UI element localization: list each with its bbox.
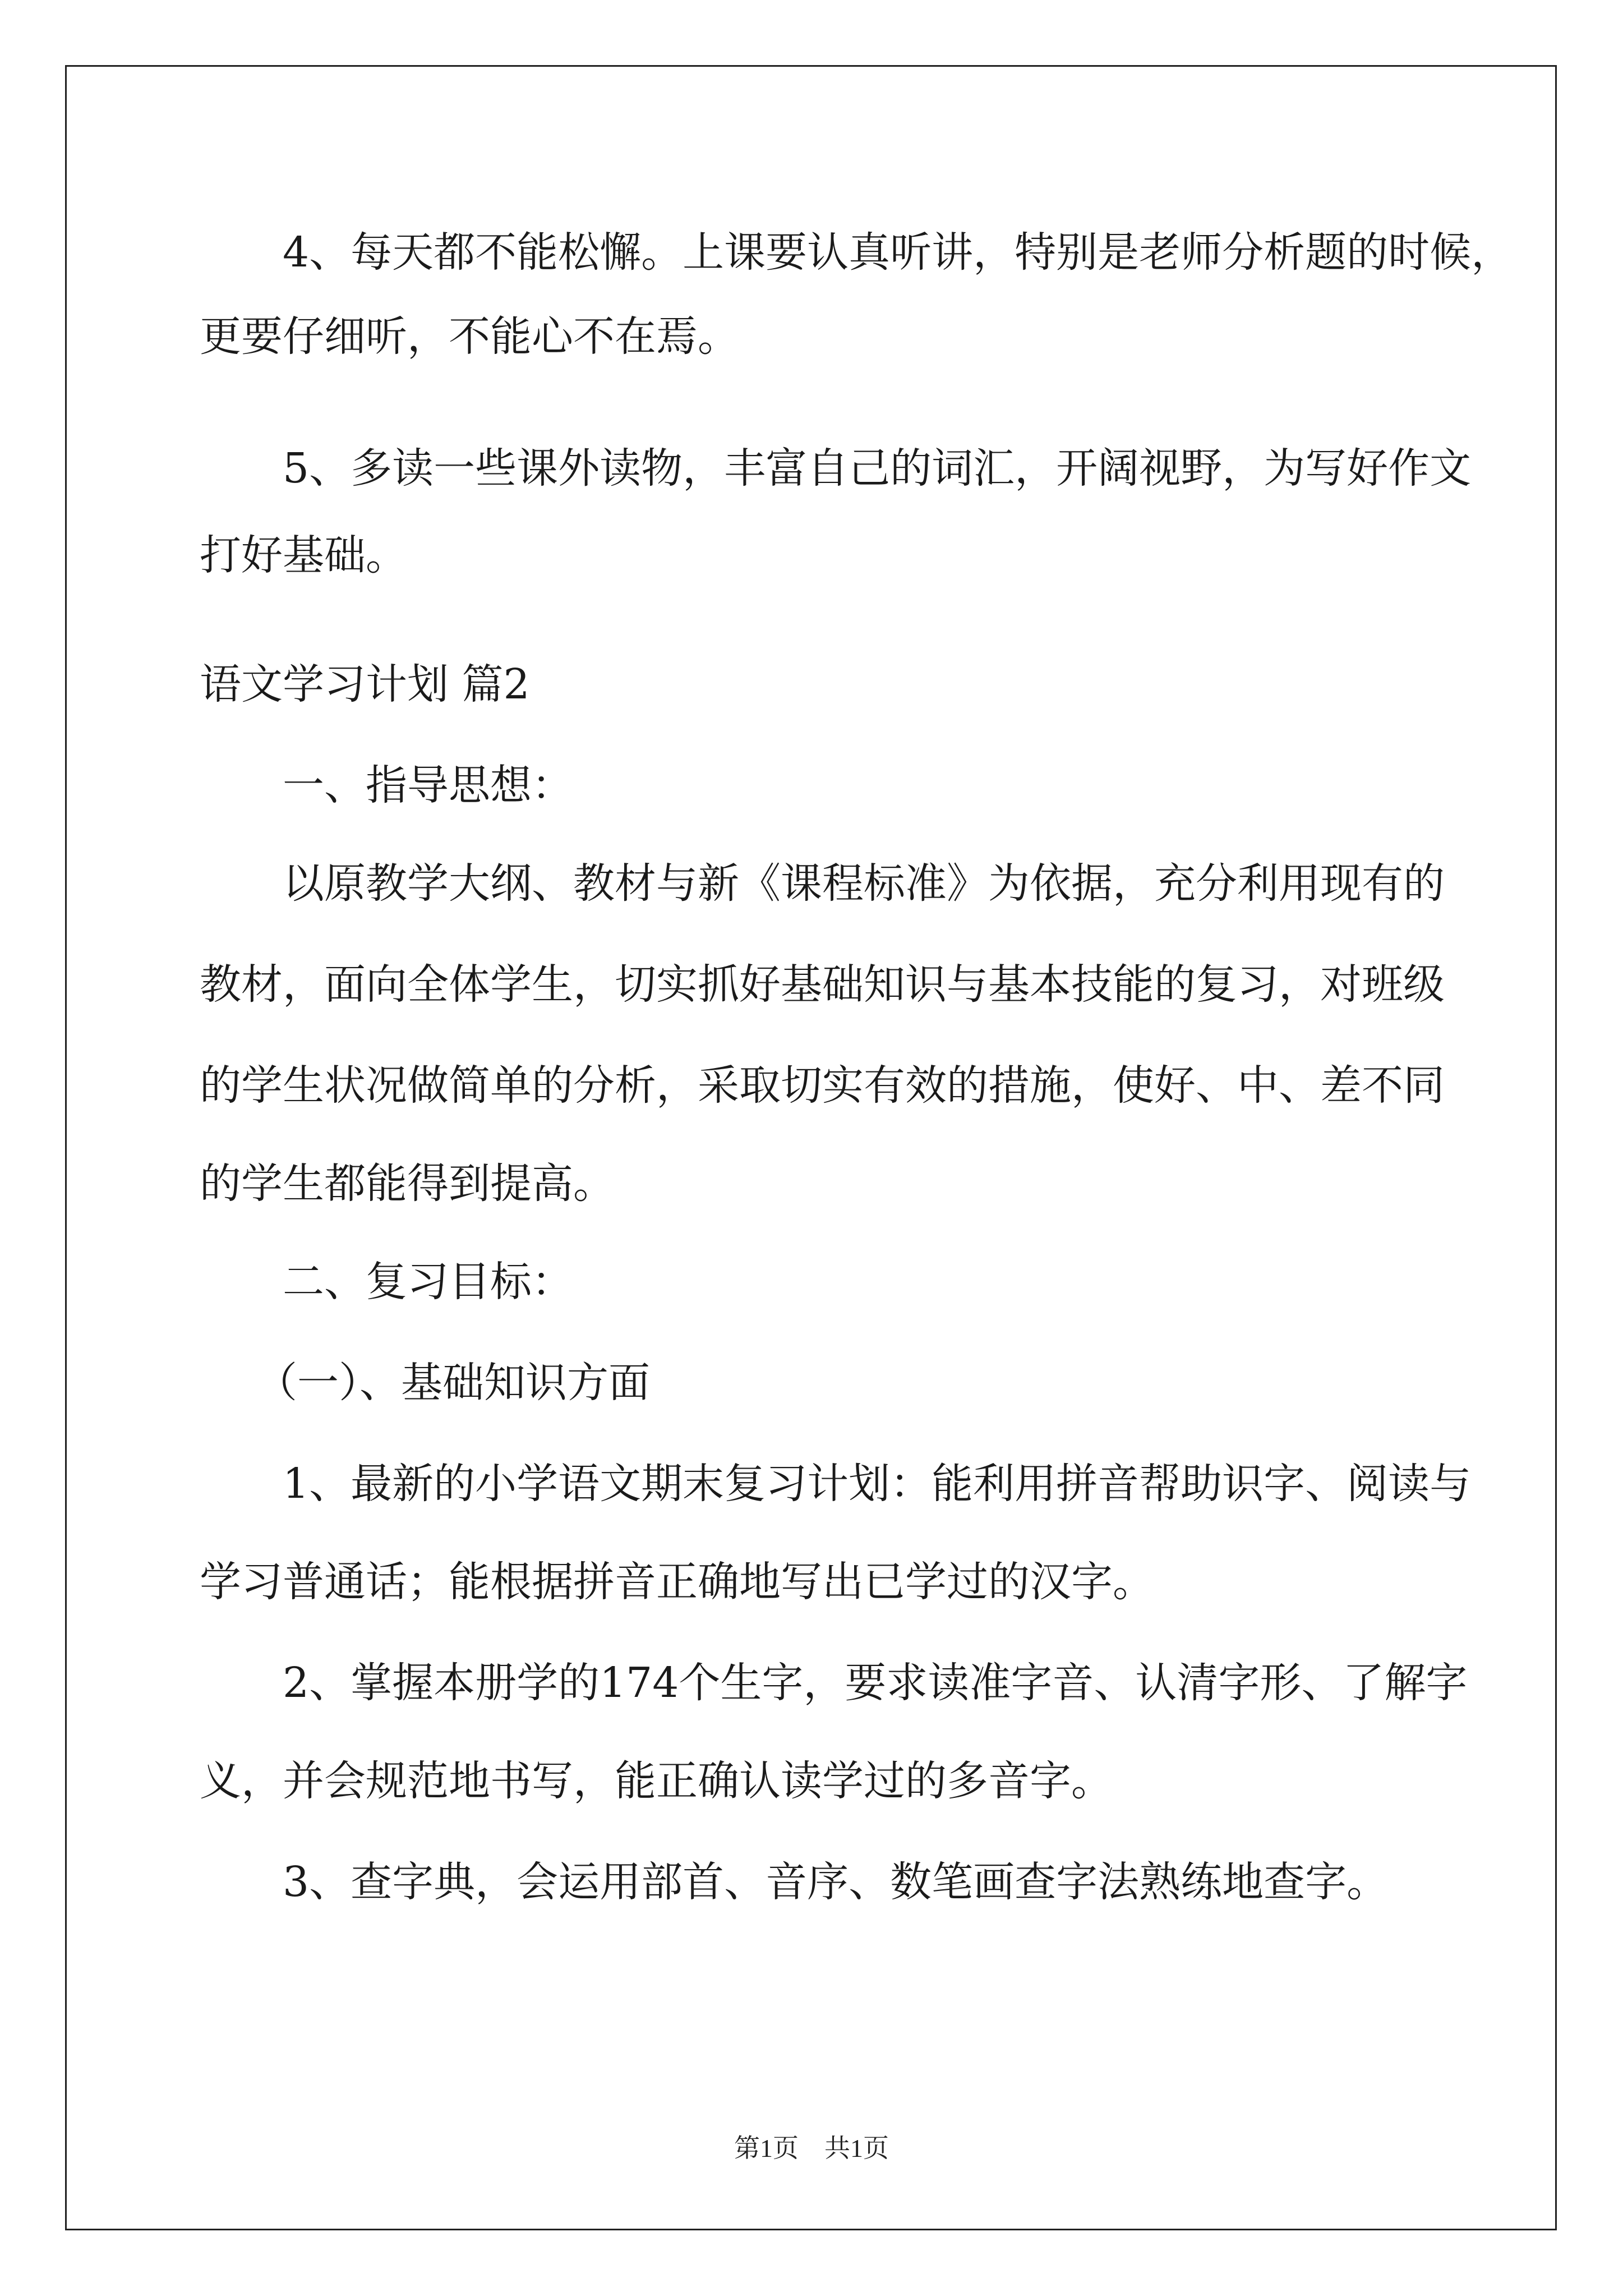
paragraph-line: 1、最新的小学语文期末复习计划：能利用拼音帮助识字、阅读与	[283, 1460, 1472, 1508]
paragraph-line: 教材，面向全体学生，切实抓好基础知识与基本技能的复习，对班级	[200, 960, 1445, 1009]
subheading: 二、复习目标：	[283, 1258, 573, 1306]
paragraph-line: 更要仔细听，不能心不在焉。	[200, 312, 739, 361]
paragraph-line: 打好基础。	[200, 531, 407, 579]
paragraph-line: 4、每天都不能松懈。上课要认真听讲，特别是老师分析题的时候，	[283, 228, 1513, 277]
subheading: （一）、基础知识方面	[256, 1359, 650, 1407]
paragraph-line: 3、查字典，会运用部首、音序、数笔画查字法熟练地查字。	[283, 1858, 1389, 1906]
paragraph-line: 5、多读一些课外读物，丰富自己的词汇，开阔视野，为写好作文	[283, 444, 1472, 493]
paragraph-line: 义，并会规范地书写，能正确认读学过的多音字。	[200, 1757, 1113, 1805]
paragraph-line: 学习普通话；能根据拼音正确地写出已学过的汉字。	[200, 1558, 1154, 1606]
section-heading: 语文学习计划 篇2	[200, 660, 530, 708]
paragraph-line: 2、掌握本册学的174个生字，要求读准字音、认清字形、了解字	[283, 1659, 1468, 1707]
page-number-footer: 第1页 共1页	[734, 2134, 889, 2162]
paragraph-line: 的学生状况做简单的分析，采取切实有效的措施，使好、中、差不同	[200, 1061, 1445, 1110]
subheading: 一、指导思想：	[283, 761, 573, 809]
paragraph-line: 以原教学大纲、教材与新《课程标准》为依据，充分利用现有的	[283, 859, 1445, 908]
paragraph-line: 的学生都能得到提高。	[200, 1159, 615, 1208]
